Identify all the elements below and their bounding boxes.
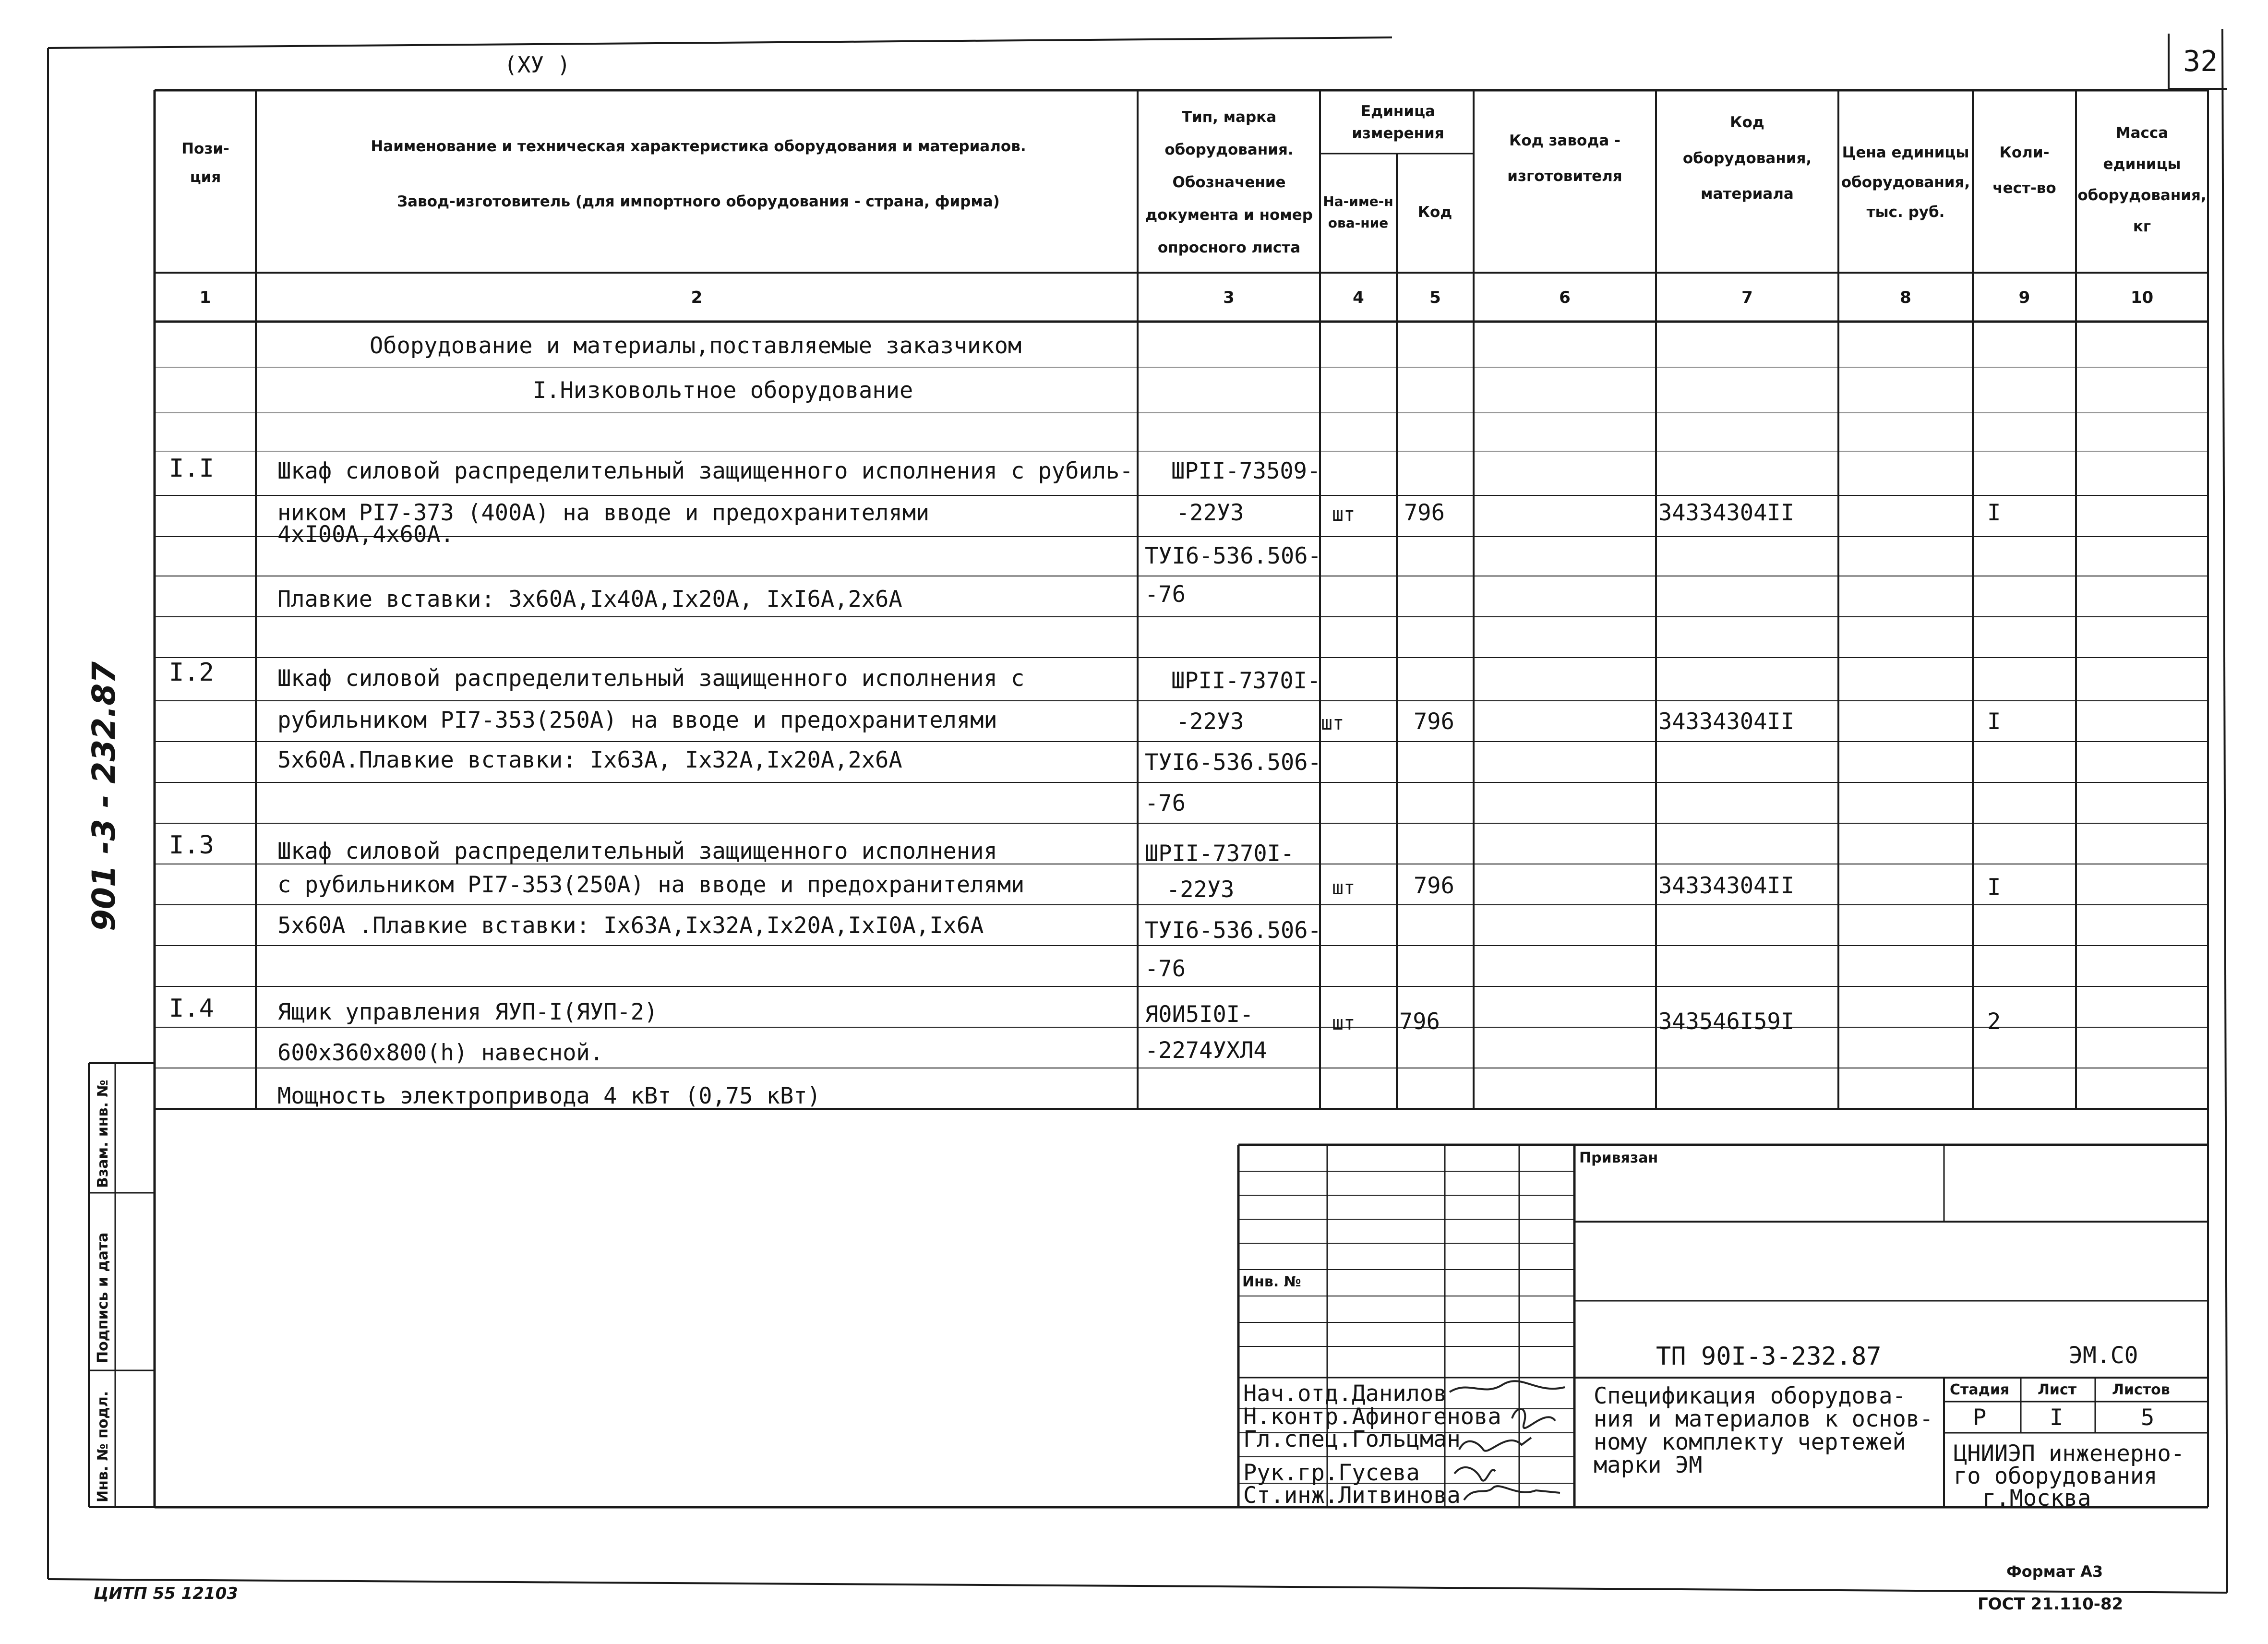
row-1-2-unit: шт xyxy=(1321,712,1344,734)
col-number-6: 6 xyxy=(1559,288,1571,307)
row-1-3-type: ТУI6-536.506- xyxy=(1145,917,1321,944)
side-stamp-inv-podl: Инв. № подл. xyxy=(95,1391,111,1502)
stamp-signer: Н.контр.Афиногенова xyxy=(1243,1404,1501,1430)
row-1-3-type: -76 xyxy=(1145,956,1186,982)
stamp-signer: Ст.инж.Литвинова xyxy=(1243,1482,1461,1509)
header-unit-group: Единица измерения xyxy=(1352,102,1444,142)
col-number-5: 5 xyxy=(1429,288,1441,307)
row-1-1-type: ТУI6-536.506- xyxy=(1145,543,1321,569)
stamp-org: ЦНИИЭП инженерно- xyxy=(1954,1440,2185,1467)
row-1-1-code: 34334304II xyxy=(1658,500,1794,526)
stamp-org: го оборудования xyxy=(1954,1463,2158,1489)
row-1-3-type: -22У3 xyxy=(1166,876,1235,903)
row-1-1-position: I.I xyxy=(169,454,214,483)
row-1-3-name: Шкаф силовой распределительный защищенного исполнения xyxy=(277,838,997,864)
corner-label: (ХУ ) xyxy=(504,52,571,78)
row-1-4-qty: 2 xyxy=(1987,1008,2001,1035)
row-1-1-type: -76 xyxy=(1145,581,1186,608)
stamp-sheets-label: Листов xyxy=(2112,1381,2170,1398)
row-1-3-name: 5х60А .Плавкие вставки: Iх63А,Iх32А,Iх20А,IхI0А,Iх6А xyxy=(277,912,984,939)
stamp-doc-code: ТП 90I-3-232.87 xyxy=(1656,1342,1882,1371)
stamp-title: ному комплекту чертежей xyxy=(1594,1429,1906,1455)
stamp-stage-label: Стадия xyxy=(1950,1381,2010,1398)
row-1-2-name: 5х60А.Плавкие вставки: Iх63А, Iх32А,Iх20А,2х6А xyxy=(277,747,902,773)
row-1-1-unit: шт xyxy=(1332,504,1356,526)
col-number-7: 7 xyxy=(1741,288,1753,307)
row-1-1-name: Плавкие вставки: 3х60А,Iх40А,Iх20А, IхI6А,2х6А xyxy=(277,586,902,612)
row-1-1-type: -22У3 xyxy=(1176,500,1244,526)
signatures xyxy=(1440,1378,1579,1507)
row-1-4-code: 343546I59I xyxy=(1658,1008,1794,1035)
row-1-3-unit-code: 796 xyxy=(1414,873,1454,899)
header-name-line1: Наименование и техническая характеристика оборудования и материалов. xyxy=(371,137,1026,155)
row-1-4-name: 600х360х800(h) навесной. xyxy=(277,1040,604,1066)
signature xyxy=(1459,1438,1531,1451)
row-1-2-position: I.2 xyxy=(169,658,214,687)
section-title-lowvoltage: I.Низковольтное оборудование xyxy=(533,377,913,404)
signature xyxy=(1512,1409,1555,1428)
row-1-4-position: I.4 xyxy=(169,994,214,1023)
header-type: Тип, марка оборудования. Обозначение документа и номер опросного листа xyxy=(1145,108,1313,257)
stamp-signer: Нач.отд.Данилов xyxy=(1243,1380,1447,1407)
row-1-2-code: 34334304II xyxy=(1658,708,1794,735)
signature xyxy=(1464,1486,1560,1500)
signature xyxy=(1450,1381,1565,1392)
row-1-3-position: I.3 xyxy=(169,831,214,860)
row-1-4-type: Я0И5I0I- xyxy=(1145,1001,1254,1028)
stamp-sheet-label: Лист xyxy=(2038,1381,2077,1398)
row-1-2-unit-code: 796 xyxy=(1414,708,1454,735)
header-factory-code: Код завода - изготовителя xyxy=(1507,132,1622,185)
side-stamp-signature-date: Подпись и дата xyxy=(95,1232,111,1363)
header-mass: Масса единицы оборудования, кг xyxy=(2077,124,2207,236)
section-title-customer: Оборудование и материалы,поставляемые заказчиком xyxy=(370,333,1022,359)
row-1-3-name: с рубильником PI7-353(250А) на вводе и предохранителями xyxy=(277,872,1025,898)
row-1-2-name: Шкаф силовой распределительный защищенного исполнения с xyxy=(277,665,1025,692)
header-equipment-code: Код оборудования, материала xyxy=(1682,114,1812,203)
page-number: 32 xyxy=(2183,45,2218,78)
stamp-mark: ЭМ.С0 xyxy=(2069,1342,2138,1369)
row-1-1-name: Шкаф силовой распределительный защищенного исполнения с рубиль- xyxy=(277,458,1133,484)
header-unit-name: На-име-нова-ние xyxy=(1323,193,1393,231)
stamp-title: ния и материалов к основ- xyxy=(1594,1406,1933,1432)
row-1-3-code: 34334304II xyxy=(1658,873,1794,899)
stamp-title: марки ЭМ xyxy=(1594,1452,1703,1478)
col-number-1: 1 xyxy=(199,288,211,307)
row-1-1-qty: I xyxy=(1987,500,2001,526)
row-1-1-unit-code: 796 xyxy=(1404,500,1445,526)
row-1-2-type: -76 xyxy=(1145,790,1186,816)
stamp-sheets: 5 xyxy=(2141,1404,2155,1431)
row-1-3-type: ШРII-7370I- xyxy=(1145,840,1295,867)
row-1-4-name: Ящик управления ЯУП-I(ЯУП-2) xyxy=(277,999,658,1025)
header-position: Пози- ция xyxy=(181,140,229,186)
stamp-stage: Р xyxy=(1973,1404,1987,1431)
side-stamp-vzam-inv: Взам. инв. № xyxy=(95,1080,111,1188)
row-1-1-name: 4хI00А,4х60А. xyxy=(277,521,454,548)
col-number-3: 3 xyxy=(1223,288,1235,307)
stamp-privyazan: Привязан xyxy=(1579,1150,1658,1166)
col-number-8: 8 xyxy=(1900,288,1911,307)
header-name-line2: Завод-изготовитель (для импортного оборудования - страна, фирма) xyxy=(397,192,1000,210)
bottom-left-code: ЦИТП 55 12103 xyxy=(94,1584,238,1603)
stamp-org: г.Москва xyxy=(1982,1485,2091,1512)
row-1-2-qty: I xyxy=(1987,708,2001,735)
col-number-10: 10 xyxy=(2130,288,2154,307)
col-number-4: 4 xyxy=(1353,288,1364,307)
stamp-signer: Гл.спец.Гольцман xyxy=(1243,1426,1461,1452)
col-number-9: 9 xyxy=(2018,288,2030,307)
row-1-3-qty: I xyxy=(1987,874,2001,900)
row-1-2-type: ШРII-7370I- xyxy=(1171,668,1321,694)
header-price: Цена единицы оборудования, тыс. руб. xyxy=(1841,144,1970,221)
row-1-4-type: -2274УХЛ4 xyxy=(1145,1037,1267,1064)
row-1-1-name: ником PI7-373 (400А) на вводе и предохранителями xyxy=(277,500,930,526)
row-1-2-name: рубильником PI7-353(250А) на вводе и предохранителями xyxy=(277,707,997,733)
stamp-title: Спецификация оборудова- xyxy=(1594,1383,1906,1409)
row-1-2-type: ТУI6-536.506- xyxy=(1145,749,1321,776)
stamp-signer: Рук.гр.Гусева xyxy=(1243,1460,1420,1486)
row-1-2-type: -22У3 xyxy=(1176,708,1244,735)
row-1-4-name: Мощность электропривода 4 кВт (0,75 кВт) xyxy=(277,1083,821,1109)
row-1-3-unit: шт xyxy=(1332,877,1356,899)
row-1-1-type: ШРII-73509- xyxy=(1171,458,1321,484)
left-document-code: 901 -3 - 232.87 xyxy=(85,661,122,931)
row-1-4-unit-code: 796 xyxy=(1399,1008,1440,1035)
format-label: Формат А3 xyxy=(2006,1562,2103,1581)
stamp-sheet: I xyxy=(2050,1404,2064,1431)
stamp-inv-no: Инв. № xyxy=(1242,1273,1301,1290)
signature xyxy=(1454,1467,1495,1481)
header-unit-code: Код xyxy=(1417,204,1452,221)
header-quantity: Коли-чест-во xyxy=(1992,144,2056,197)
col-number-2: 2 xyxy=(691,288,703,307)
row-1-4-unit: шт xyxy=(1332,1012,1356,1034)
gost-label: ГОСТ 21.110-82 xyxy=(1978,1595,2124,1614)
